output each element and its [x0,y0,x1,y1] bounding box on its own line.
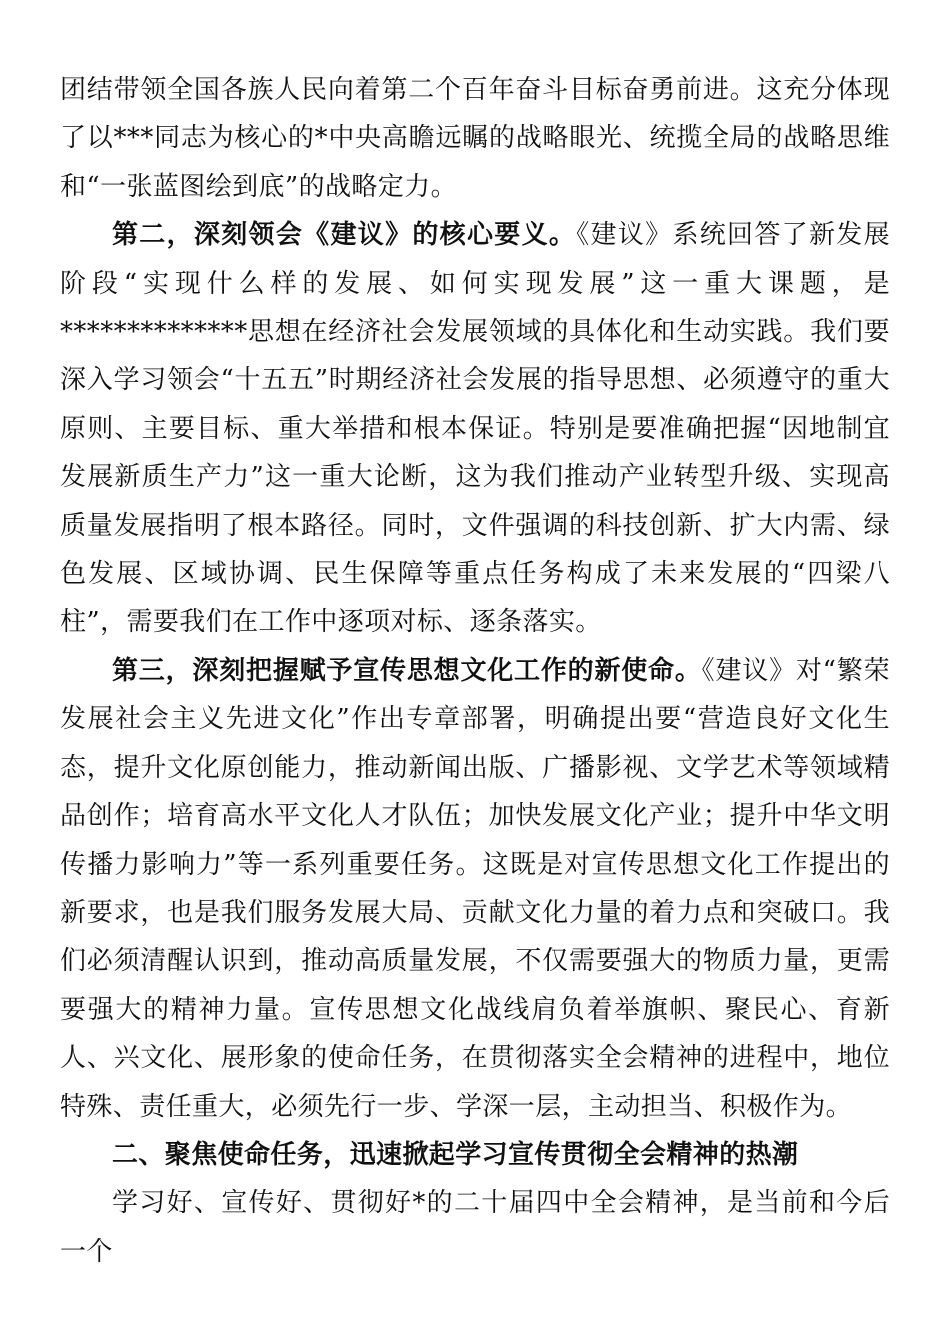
paragraph-2-lead: 第二，深刻领会《建议》的核心要义。 [112,220,577,251]
paragraph-section-intro [60,1179,890,1276]
paragraph-second-point [60,211,890,647]
section-heading: 二、聚焦使命任务，迅速掀起学习宣传贯彻全会精神的热潮 [112,1139,799,1170]
paragraph-3-body: 《建议》对“繁荣发展社会主义先进文化”作出专章部署，明确提出要“营造良好文化生态，提升文化原创能力，推动新闻出版、广播影视、文学艺术等领域精品创作；培育高水平文化人才队伍；加快发展文化产业；提升中华文明传播力影响力”等一系列重要任务。这既是对宣传思想文化工作提出的新要求，也是我们服务发展大局、贡献文化力量的着力点和突破口。我们必须清醒认识到，推动高质量发展，不仅需要强大的物质力量，更需要强大的精神力量。宣传思想文化战线肩负着举旗帜、聚民心、育新人、兴文化、展形象的使命任务，在贯彻落实全会精神的进程中，地位特殊、责任重大，必须先行一步、学深一层，主动担当、积极作为。 [60,655,890,1122]
document-body [60,66,890,1276]
paragraph-1-text: 团结带领全国各族人民向着第二个百年奋斗目标奋勇前进。这充分体现了以***同志为核心的*中央高瞻远瞩的战略眼光、统揽全局的战略思维和“一张蓝图绘到底”的战略定力。 [60,75,890,202]
paragraph-third-point [60,647,890,1131]
paragraph-3-lead: 第三，深刻把握赋予宣传思想文化工作的新使命。 [112,655,702,686]
paragraph-4-text: 学习好、宣传好、贯彻好*的二十届四中全会精神，是当前和今后一个 [60,1188,890,1267]
paragraph-continuation [60,66,890,211]
paragraph-2-body: 《建议》系统回答了新发展阶段“实现什么样的发展、如何实现发展”这一重大课题，是**************思想在经济社会发展领域的具体化和生动实践。我们要深入学习领会“十五五”时期经济社会发展的指导思想、必须遵守的重大原则、主要目标、重大举措和根本保证。特别是要准确把握“因地制宜发展新质生产力”这一重大论断，这为我们推动产业转型升级、实现高质量发展指明了根本路径。同时，文件强调的科技创新、扩大内需、绿色发展、区域协调、民生保障等重点任务构成了未来发展的“四梁八柱”，需要我们在工作中逐项对标、逐条落实。 [60,220,890,638]
